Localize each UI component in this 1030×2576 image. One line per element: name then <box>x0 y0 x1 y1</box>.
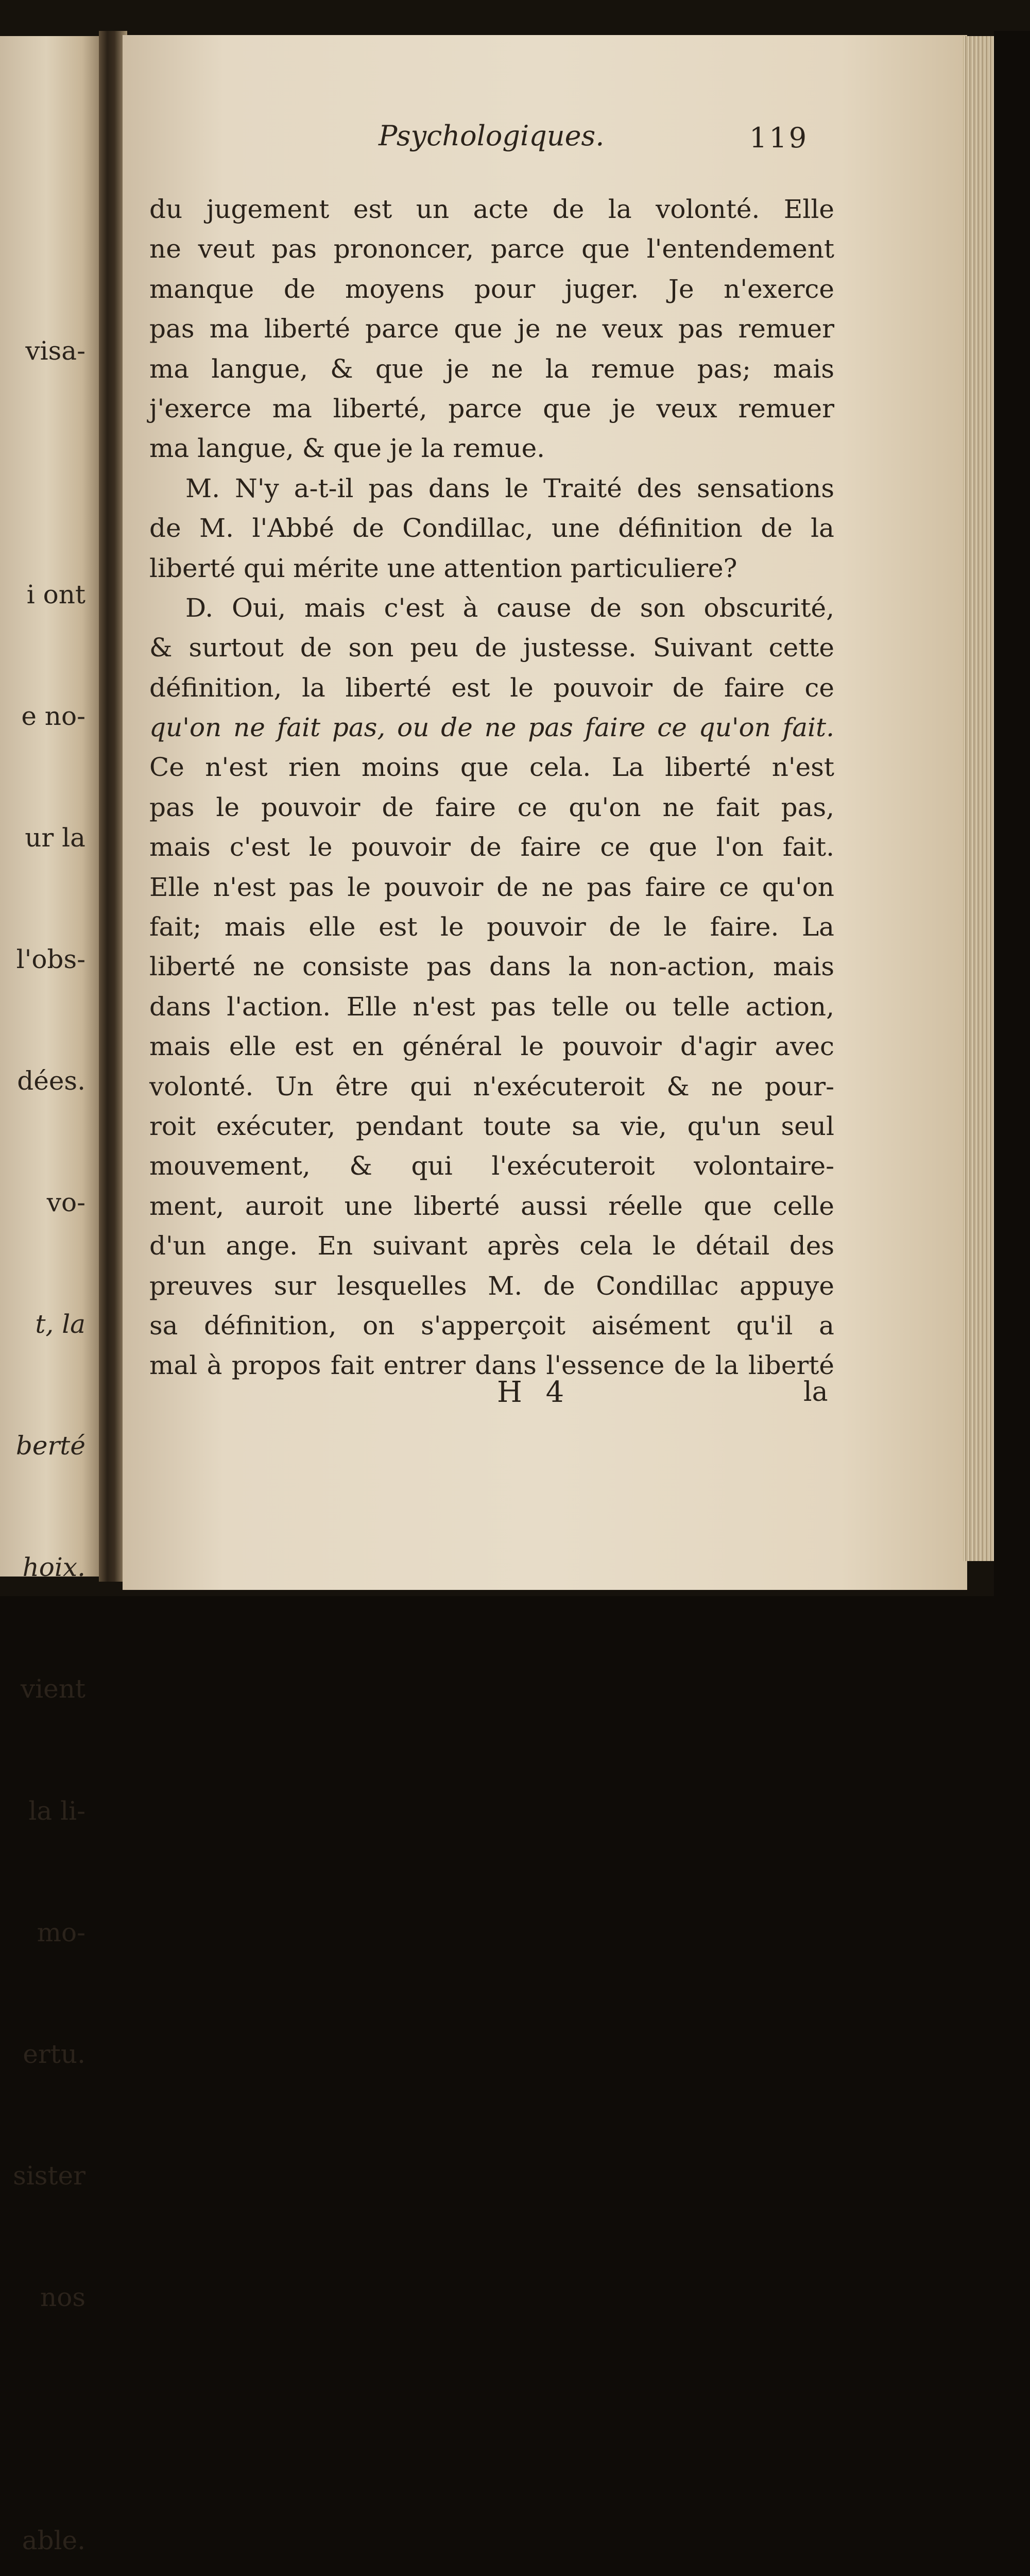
left-line: vient <box>20 1674 85 1704</box>
left-line: la li- <box>28 1795 85 1826</box>
left-line: visa- <box>25 336 85 366</box>
page-number: 119 <box>749 122 809 154</box>
left-line: vo- <box>46 1188 85 1218</box>
body-text <box>149 190 834 1386</box>
left-line: t, la <box>35 1309 85 1340</box>
left-line: ur la <box>25 822 85 853</box>
text-line: pas ma liberté parce que je ne veux pas remuer <box>149 314 834 344</box>
text-line: Elle n'est pas le pouvoir de ne pas faire ce qu'on <box>149 872 834 902</box>
left-line: e no- <box>21 701 85 731</box>
text-line: qu'on ne fait pas, ou de ne pas faire ce qu'on fait. <box>149 713 834 743</box>
left-line <box>6 2399 85 2439</box>
text-line: définition, la liberté est le pouvoir de faire ce <box>149 672 834 703</box>
left-line: able. <box>22 2526 85 2556</box>
text-line: fait; mais elle est le pouvoir de le faire. La <box>149 912 834 942</box>
text-line: ment, auroit une liberté aussi réelle que celle <box>149 1191 834 1221</box>
left-line: berté <box>15 1431 85 1461</box>
left-line: ertu. <box>23 2039 85 2069</box>
text-line: volonté. Un être qui n'exécuteroit & ne pour- <box>149 1071 834 1101</box>
text-line: Ce n'est rien moins que cela. La liberté n'est <box>149 752 834 783</box>
signature-mark: H 4 <box>497 1376 572 1409</box>
text-line: mal à propos fait entrer dans l'essence de la liberté <box>149 1350 834 1381</box>
left-line: sister <box>13 2160 85 2191</box>
text-line: de M. l'Abbé de Condillac, une définition de la <box>149 513 834 544</box>
text-line: du jugement est un acte de la volonté. Elle <box>149 194 834 224</box>
text-line: mais elle est en général le pouvoir d'agir avec <box>149 1031 834 1062</box>
text-line: & surtout de son peu de justesse. Suivant cette <box>149 633 834 663</box>
left-line: dées. <box>17 1065 85 1096</box>
text-line: roit exécuter, pendant toute sa vie, qu'un seul <box>149 1111 834 1141</box>
text-line: dans l'action. Elle n'est pas telle ou telle action, <box>149 991 834 1022</box>
text-line: ne veut pas prononcer, parce que l'entendement <box>149 234 834 264</box>
text-line: pas le pouvoir de faire ce qu'on ne fait pas, <box>149 792 834 822</box>
text-line: j'exerce ma liberté, parce que je veux remuer <box>149 393 834 423</box>
page-edges <box>963 36 994 1561</box>
text-line: liberté qui mérite une attention particuliere? <box>149 553 737 583</box>
text-line: ma langue, & que je la remue. <box>149 433 545 464</box>
background-edge <box>994 31 1030 1596</box>
left-line: hoix. <box>22 1552 85 1583</box>
left-line <box>6 453 85 494</box>
left-line: i ont <box>26 579 85 609</box>
left-line: nos <box>40 2282 85 2312</box>
text-line: mouvement, & qui l'exécuteroit volontaire- <box>149 1151 834 1181</box>
text-line: M. N'y a-t-il pas dans le Traité des sensations <box>185 473 834 503</box>
text-line: liberté ne consiste pas dans la non-action, mais <box>149 952 834 982</box>
text-line: sa définition, on s'apperçoit aisément qu'il a <box>149 1310 834 1341</box>
left-page-text <box>6 250 85 2576</box>
running-head: Psychologiques. <box>379 120 605 152</box>
text-line: preuves sur lesquelles M. de Condillac appuye <box>149 1270 834 1301</box>
catchword: la <box>803 1377 828 1408</box>
text-line: manque de moyens pour juger. Je n'exerce <box>149 274 834 304</box>
text-line: d'un ange. En suivant après cela le détail des <box>149 1231 834 1261</box>
text-line: D. Oui, mais c'est à cause de son obscurité, <box>185 592 834 623</box>
left-line: l'obs- <box>16 944 85 974</box>
text-line: mais c'est le pouvoir de faire ce que l'on fait. <box>149 832 834 862</box>
text-line: ma langue, & que je ne la remue pas; mais <box>149 353 834 384</box>
left-page <box>0 36 103 2556</box>
left-line: mo- <box>37 1917 85 1947</box>
